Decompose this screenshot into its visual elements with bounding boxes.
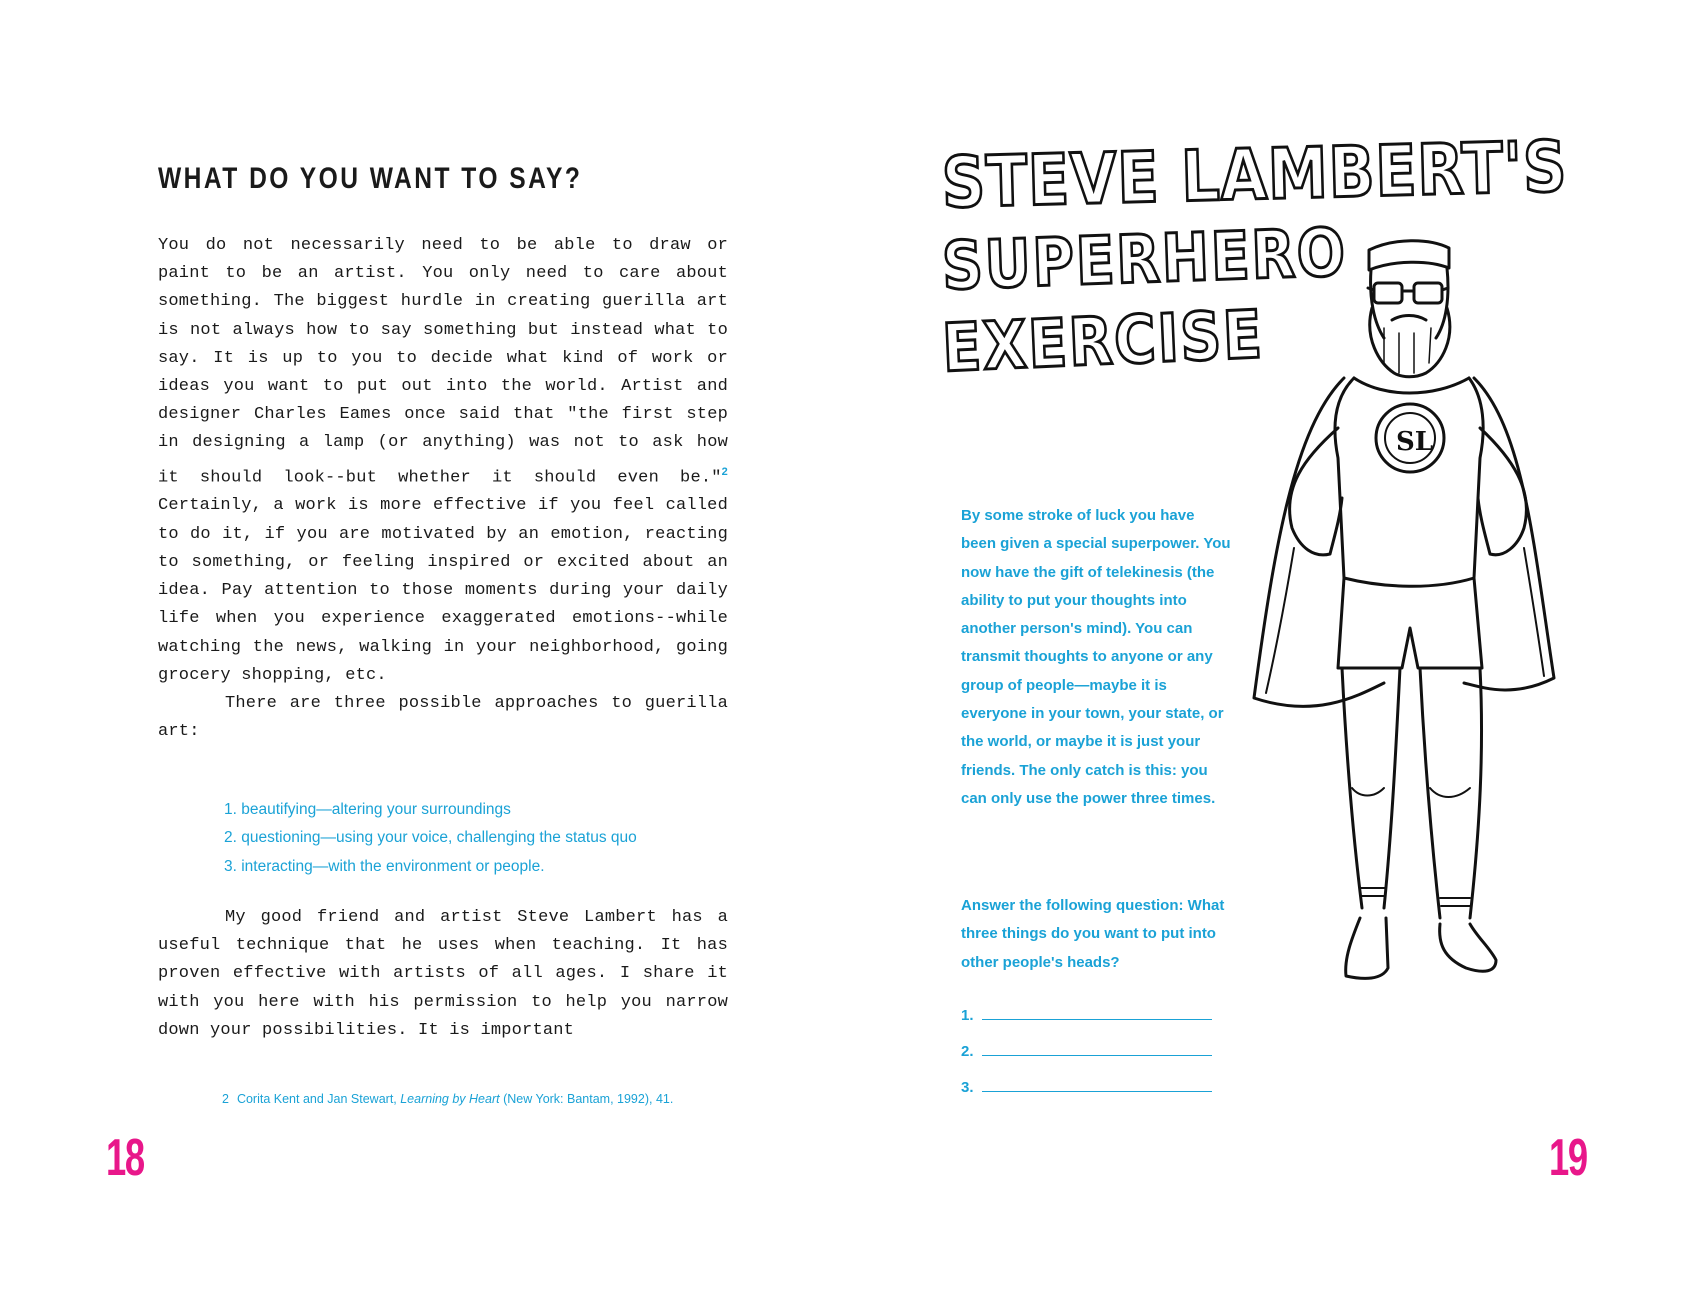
approach-item: 3. interacting—with the environment or people. — [224, 857, 545, 875]
footnote-reference[interactable]: 2 — [721, 465, 728, 478]
footnote — [222, 1092, 673, 1106]
superhero-illustration — [1234, 228, 1574, 1034]
page-heading: WHAT DO YOU WANT TO SAY? — [158, 162, 583, 195]
shirt — [1335, 378, 1483, 586]
footnote-authors: Corita Kent and Jan Stewart, — [236, 1092, 401, 1106]
left-knee — [1352, 788, 1384, 796]
answer-label: 1. — [961, 1007, 974, 1024]
shorts — [1338, 578, 1482, 668]
neck-collar — [1354, 378, 1469, 393]
answer-lines — [961, 988, 1212, 1096]
page-number-left: 18 — [106, 1129, 144, 1187]
answer-line-2[interactable] — [961, 1024, 1212, 1060]
title-line-1: STEVE LAMBERT'S — [940, 125, 1569, 224]
blank-line — [982, 1091, 1212, 1092]
paragraph-1-text: You do not necessarily need to be able to draw or paint to be an artist. You only need to care about something. The biggest hurdle in creating guerilla art is not always how to say something but instead what to say. It is up to you to decide what kind of work or ideas you want to put out into the world. Artist and designer Charles Eames once said that "the first step in designing a lamp (or anything) was not to ask how it should look--but whether it should even be." — [158, 236, 728, 488]
approach-item: 1. beautifying—altering your surroundings — [224, 801, 511, 818]
chest-emblem-text: SL — [1396, 427, 1434, 457]
blank-line — [982, 1019, 1212, 1020]
right-page — [849, 0, 1698, 1302]
left-leg — [1342, 668, 1400, 908]
right-leg — [1420, 668, 1482, 918]
mustache — [1392, 316, 1426, 321]
left-shoe — [1346, 918, 1388, 978]
glasses-right — [1414, 283, 1442, 303]
body-paragraph-1 — [158, 232, 728, 746]
blank-line — [982, 1055, 1212, 1056]
headband — [1369, 241, 1449, 270]
paragraph-3-text: My good friend and artist Steve Lambert has a useful technique that he uses when teaching. It has proven effective with artists of all ages. I share it with you here with his permission to help you narrow down your possibilities. It is important — [158, 908, 728, 1040]
answer-line-3[interactable] — [961, 1060, 1212, 1096]
right-shoe — [1440, 924, 1496, 971]
title-line-2: SUPERHERO — [940, 213, 1348, 305]
approaches-list — [224, 796, 637, 881]
body-paragraph-2: There are three possible approaches to guerilla art: — [158, 693, 728, 742]
answer-line-1[interactable] — [961, 988, 1212, 1024]
glasses-left — [1374, 283, 1402, 303]
page-number-right: 19 — [1549, 1129, 1587, 1187]
exercise-question: Answer the following question: What three things do you want to put into other people's heads? — [961, 897, 1225, 971]
exercise-intro: By some stroke of luck you have been given a special superpower. You now have the gift of telekinesis (the ability to put your thoughts into another person's mind). You can transmit thoughts to anyone or any group of people—maybe it is everyone in your town, your state, or the world, or maybe it is just your friends. The only catch is this: you can only use the power three times. — [961, 507, 1231, 807]
answer-label: 3. — [961, 1079, 974, 1096]
right-knee — [1430, 788, 1470, 797]
left-arm — [1290, 428, 1342, 555]
answer-label: 2. — [961, 1043, 974, 1060]
right-arm — [1478, 428, 1526, 555]
paragraph-1-continued: Certainly, a work is more effective if you feel called to do it, if you are motivated by an emotion, reacting to something, or feeling inspired or excited about an idea. Pay attention to those moments during your daily life when you experience exaggerated emotions--while watching the news, walking in your neighborhood, going grocery shopping, etc. — [158, 496, 728, 685]
footnote-book-title: Learning by Heart — [400, 1092, 500, 1106]
footnote-number: 2 — [222, 1092, 229, 1106]
approach-item: 2. questioning—using your voice, challenging the status quo — [224, 829, 637, 847]
sock-stripes — [1360, 888, 1470, 906]
cape-inner — [1266, 548, 1544, 693]
body-paragraph-3 — [158, 904, 728, 1045]
beard — [1370, 308, 1450, 377]
title-line-3: EXERCISE — [940, 295, 1266, 387]
footnote-details: (New York: Bantam, 1992), 41. — [499, 1092, 674, 1106]
